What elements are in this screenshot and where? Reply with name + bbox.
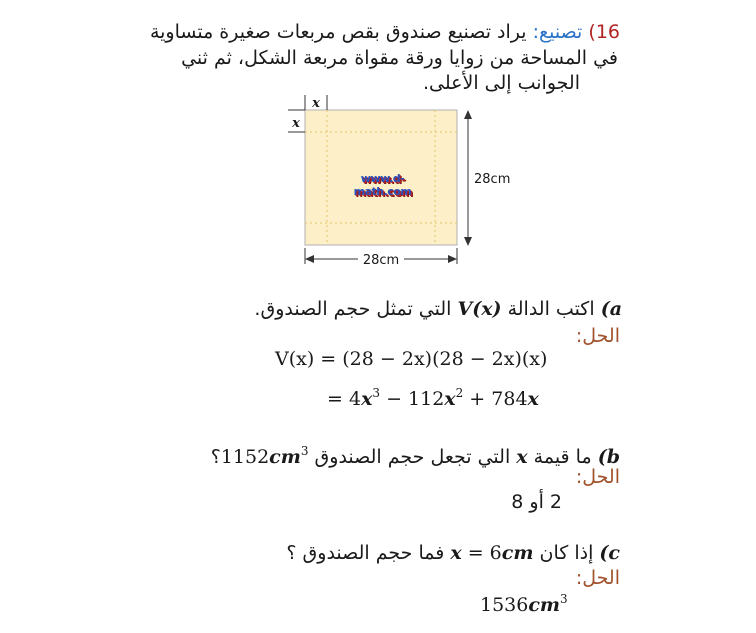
part-b-volume: [221, 446, 309, 468]
problem-text-2: في المساحة من زوايا ورقة مقواة مربعة الشكل، ثم ثني: [181, 47, 618, 69]
part-a-equation-1: [275, 348, 547, 370]
part-b-solution-label: الحل:: [575, 466, 620, 488]
part-a-question: [254, 297, 622, 321]
part-a-solution-label: الحل:: [575, 325, 620, 347]
part-c-letter: c): [599, 542, 620, 564]
part-b-volume-unit: cm: [269, 446, 301, 468]
eq2-x1: x: [361, 388, 373, 410]
part-a-text-after: التي تمثل حجم الصندوق.: [254, 298, 452, 320]
part-b-answer: 2 أو 8: [511, 491, 562, 513]
part-c-condition: [450, 542, 533, 564]
part-c-answer-unit: cm: [528, 594, 561, 616]
watermark: www.d-math.com: [353, 172, 412, 198]
part-c-eq: = 6: [461, 542, 502, 564]
part-b-qmark: ؟: [210, 446, 221, 468]
part-c-unit: cm: [501, 542, 534, 564]
problem-line-1: [150, 20, 620, 44]
part-a-eq1-text: V(x) = (28 − 2x)(28 − 2x)(x): [275, 348, 548, 370]
part-c-answer: [480, 592, 568, 616]
part-a-equation-2: [327, 386, 539, 410]
label-side-length: 28cm: [474, 172, 511, 187]
eq2-exp1: 3: [372, 386, 381, 400]
part-a-function: V(x): [457, 298, 502, 320]
side-arrow-top: [464, 110, 472, 119]
part-b-var: x: [516, 446, 528, 468]
part-c-text-before: إذا كان: [539, 542, 594, 564]
label-x-left: x: [292, 116, 300, 131]
part-b-letter: b): [597, 446, 620, 468]
part-c-answer-exp: 3: [560, 592, 568, 606]
part-b-question: [211, 439, 620, 469]
problem-topic: تصنيع:: [532, 21, 583, 43]
part-c-solution-label: الحل:: [575, 567, 620, 589]
part-b-text-before: ما قيمة: [533, 446, 592, 468]
label-x-top: x: [312, 96, 320, 111]
eq2-prefix: = 4: [327, 388, 362, 410]
eq2-exp2: 2: [455, 386, 464, 400]
label-bottom-length: 28cm: [362, 253, 400, 268]
side-arrow-bottom: [464, 237, 472, 246]
problem-line-2: [181, 46, 618, 70]
eq2-x2: x: [444, 388, 456, 410]
part-b-volume-exp: 3: [300, 444, 309, 458]
part-c-question: [286, 541, 620, 565]
part-b-volume-num: 1152: [220, 446, 270, 468]
part-c-answer-num: 1536: [480, 594, 529, 616]
bottom-arrow-right: [448, 255, 457, 263]
eq2-x3: x: [527, 388, 539, 410]
part-c-var: x: [450, 542, 462, 564]
part-b-text-after: التي تجعل حجم الصندوق: [314, 446, 511, 468]
eq2-mid: − 112: [380, 388, 445, 410]
part-c-text-after: فما حجم الصندوق ؟: [286, 542, 445, 564]
part-a-letter: a): [600, 298, 622, 320]
part-a-text-before: اكتب الدالة: [507, 298, 595, 320]
problem-number: 16): [588, 21, 620, 43]
bottom-arrow-left: [305, 255, 314, 263]
eq2-end: + 784: [463, 388, 528, 410]
problem-text-3: الجوانب إلى الأعلى.: [423, 72, 580, 94]
problem-text-1: يراد تصنيع صندوق بقص مربعات صغيرة متساوية: [149, 21, 527, 43]
